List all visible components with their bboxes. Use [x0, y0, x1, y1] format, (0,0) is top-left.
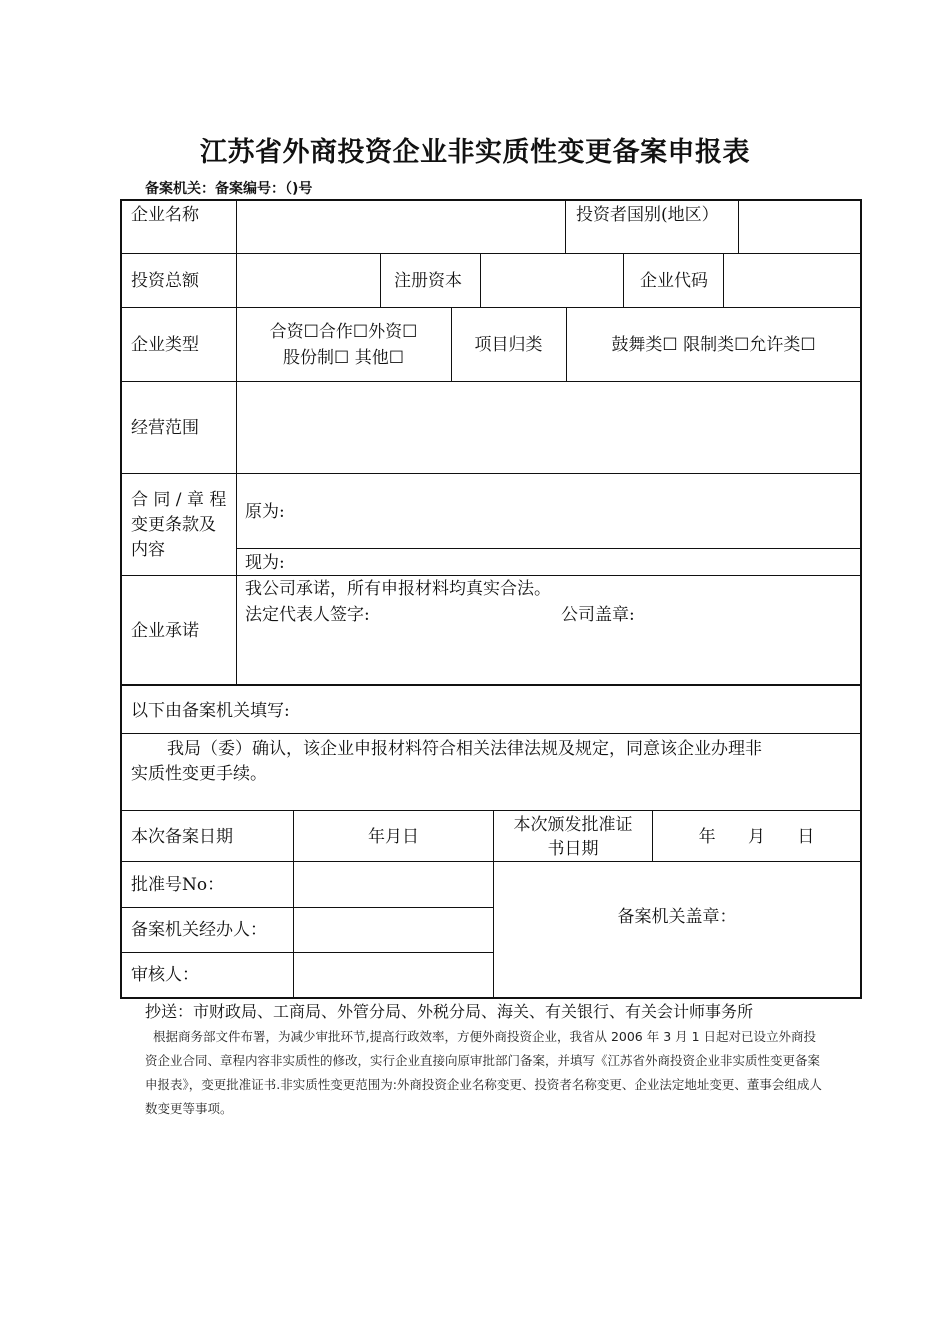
company-code-label: 企业代码 — [640, 271, 708, 291]
approval-no-label: 批准号No： — [131, 875, 225, 895]
legal-rep-signature-label: 法定代表人签字: — [245, 605, 370, 625]
registered-capital-field[interactable] — [482, 255, 622, 306]
table-border-right — [860, 199, 862, 999]
filing-authority-line: 备案机关：备案编号：（)号 — [145, 181, 313, 197]
current-label: 现为: — [245, 553, 285, 573]
investor-country-field[interactable] — [740, 201, 859, 252]
row-divider — [120, 253, 860, 254]
business-scope-label: 经营范围 — [131, 418, 199, 438]
row-divider — [120, 307, 860, 308]
original-label: 原为: — [245, 502, 285, 522]
contract-change-label-line1: 合 同 / 章 程 — [131, 490, 227, 510]
commitment-label: 企业承诺 — [131, 621, 199, 641]
reviewer-label: 审核人： — [131, 965, 199, 985]
approval-no-field[interactable] — [295, 863, 492, 906]
company-type-options-line2[interactable]: 股份制☐ 其他☐ — [283, 348, 404, 368]
commitment-text: 我公司承诺，所有申报材料均真实合法。 — [245, 579, 551, 599]
filing-date-value[interactable]: 年月日 — [368, 827, 419, 847]
row-divider — [120, 907, 493, 908]
contract-change-label-line3: 内容 — [131, 540, 165, 560]
col-divider — [480, 253, 481, 307]
col-divider — [565, 199, 566, 253]
note-text: 根据商务部文件布署，为减少审批环节,提高行政效率，方便外商投资企业，我省从 2006 年 3 月 1 日起对已设立外商投资企业合同、章程内容非实质性的修改，实行企业直接向原审批部门备案，并填写《江苏省外商投资企业非实质性变更备案申报表》，变更批准证书.非实质性变更范围为:外商投资企业名称变更、投资者名称变更、企业法定地址变更、董事会组成人数变更等事项。 — [145, 1029, 822, 1116]
confirmation-line1: 我局（委）确认，该企业申报材料符合相关法律法规及规定，同意该企业办理非 — [167, 739, 762, 759]
filing-date-label: 本次备案日期 — [131, 827, 233, 847]
row-divider — [120, 381, 860, 382]
company-code-field[interactable] — [725, 255, 859, 306]
col-divider — [380, 253, 381, 307]
row-divider — [120, 952, 493, 953]
company-name-label: 企业名称 — [131, 205, 199, 225]
company-type-options-line1[interactable]: 合资☐合作☐外资☐ — [269, 322, 418, 342]
investor-country-label: 投资者国别(地区） — [576, 205, 719, 225]
approval-cert-date-label-line1: 本次颁发批准证 — [513, 815, 633, 835]
project-category-label: 项目归类 — [474, 335, 543, 355]
business-scope-field[interactable] — [238, 383, 859, 472]
row-divider — [120, 733, 860, 734]
col-divider — [738, 199, 739, 253]
cc-line: 抄送：市财政局、工商局、外管分局、外税分局、海关、有关银行、有关会计师事务所 — [145, 1002, 754, 1021]
approval-cert-date-value[interactable]: 年 月 日 — [698, 827, 815, 847]
registered-capital-label: 注册资本 — [394, 271, 462, 291]
project-category-options[interactable]: 鼓舞类☐ 限制类☐允许类☐ — [611, 335, 816, 355]
handler-field[interactable] — [295, 909, 492, 951]
row-divider — [120, 575, 860, 576]
company-seal-label: 公司盖章: — [561, 605, 635, 625]
total-investment-field[interactable] — [238, 255, 379, 306]
authority-section-label: 以下由备案机关填写: — [131, 701, 290, 721]
contract-change-label-line2: 变更条款及 — [131, 515, 216, 535]
company-name-field[interactable] — [238, 201, 564, 252]
col-divider — [623, 253, 624, 307]
col-divider — [723, 253, 724, 307]
row-divider — [120, 473, 860, 474]
handler-label: 备案机关经办人： — [131, 920, 267, 940]
row-divider — [120, 861, 860, 862]
confirmation-line2: 实质性变更手续。 — [131, 764, 267, 784]
section-divider — [120, 684, 860, 686]
company-type-label: 企业类型 — [131, 335, 199, 355]
total-investment-label: 投资总额 — [131, 271, 199, 291]
filing-note — [145, 1025, 825, 1121]
page-title: 江苏省外商投资企业非实质性变更备案申报表 — [200, 137, 750, 168]
table-border-bottom — [120, 997, 862, 999]
reviewer-field[interactable] — [295, 954, 492, 996]
row-divider — [236, 548, 860, 549]
table-border-left — [120, 199, 122, 999]
authority-seal-label: 备案机关盖章： — [617, 907, 737, 927]
approval-cert-date-label-line2: 书日期 — [547, 839, 599, 859]
row-divider — [120, 810, 860, 811]
col-divider — [236, 199, 237, 685]
